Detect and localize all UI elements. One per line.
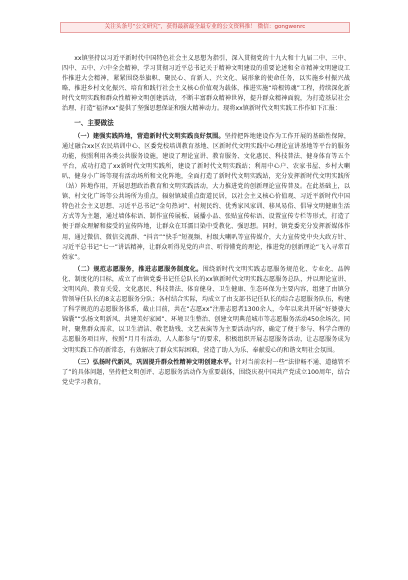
intro-paragraph: xx镇坚持以习近平新时代中国特色社会主义思想为指引，深入贯彻党的十九大和十九届二中、三中、四中、五中、六中全会精神，学习贯彻习近平总书记关于精神文明建设的重要论述和全市精神文明建设工作推进大会精神，紧紧围绕举旗帜、聚民心、育新人、兴文化、展形象的使命任务，以实施乡村振兴战略、推进乡村文化振兴、培育和践行社会主义核心价值观为载体，推进实施“培根铸魂”工程，持续深化新时代文明实践和群众性精神文明创建活动，不断丰富群众精神世界，提升群众精神面貌，为打造基层社会治理、打造“福泽xx”提供了坚强思想保证和强大精神动力。现将xx镇新时代文明实践工作作如下汇报：: [62, 55, 350, 113]
header-banner: 关注头条号“公文研究”，获得最新最全最专业的公文资料推！ 微信：gongwenrc: [60, 22, 350, 33]
subsection-3-paragraph: [62, 358, 350, 388]
subsection-1-heading: （一）建强实践阵地，营造新时代文明实践良好氛围。: [74, 132, 225, 140]
subsection-1-body: 坚持把阵地建设作为工作开展的基础性保障，通过融合xx区农民培训中心、区委党校培训教育基地、区新时代文明实践中心理论宣讲基地等平台的服务功能，按照利用各类公共服务设施，建设了理论宣讲、教育服务、文化惠民、科技普法、健身体育等五个平台，成功打造了xx新时代文明实践所，建设了新时代文明实践站；利用中心户、农家书屋、乡村大喇叭、健身小广场等现有活动场所和文化阵地，全面打造了新时代文明实践站，充分发挥新时代文明实践所（站）阵地作用，开展思想政治教育和文明实践活动，大力推进党的创新理论宣传普及。在此基础上，以镇、村文化广场等公共场所为重点，辐射镇域重点街道民居，以社会主义核心价值观、习近平新时代中国特色社会主义思想、习近平总书记“金句热词”、村规民约、优秀家风家训、移风易俗、倡导文明健康生活方式等为主题，通过墙体标语、制作宣传展板、展播小品、张贴宣传标语、设置宣传专栏等形式，打造了便于群众理解和接受的宣传阵地，让群众在耳濡目染中受教化、强思想。同时，镇党委充分发挥新媒体作用，通过微信、微信交流群、“抖音”“快手”短视频、村级大喇叭等宣传媒介，大力宣传党中央大政方针、习近平总书记“七一”讲话精神，让群众听得见党的声音、听得懂党的理论，推进党的创新理论“飞入寻常百姓家”。: [62, 132, 351, 261]
subsection-1-paragraph: [62, 132, 350, 263]
section-1-title: 一、主要做法: [74, 118, 114, 127]
subsection-2-paragraph: [62, 265, 350, 356]
subsection-2-body: 围绕新时代文明实践志愿服务规范化、专业化、品牌化、制度化的目标，成立了由镇党委书记任总队长的xx镇新时代文明实践志愿服务总队，并以理论宣讲、文明风尚、教育关爱、文化惠民、科技普法、体育健身、卫生健康、生态环保为主要内容，组建了由镇分管领导任队长的8支志愿服务分队；各村结合实际，均成立了由支部书记任队长的综合志愿服务队伍，构建了科学规范的志愿服务体系，截止目前，共在“志愿xx”注册志愿者1300余人，今年以来共开展“好婆婆大锦囊”“弘扬文明新风、共建美好家园”、环境卫生整治、创建文明典范城市等志愿服务活动450余场次。同时，聚焦群众需求，以卫生清洁、敬老助残、文艺表演等为主要活动内容，确定了便于参与、科学合理的志愿服务项目库，按照“月月有活动，人人都参与”的要求，积极组织开展志愿服务活动，让志愿服务成为文明实践工作的新常态，有效解决了群众实际困难，营造了助人为乐、奉献爱心的和谐文明社会氛围。: [62, 265, 351, 354]
subsection-3-heading: （三）弘扬时代新风，巩固提升群众性精神文明创建水平。: [74, 358, 236, 366]
subsection-3-body: 针对当前农村一些“法律畅不通、道德管不了”的具体问题，坚持把文明创评、志愿服务活动作为重要载体，围绕庆祝中国共产党成立100周年，结合党史学习教育，: [62, 358, 350, 386]
document-body: [62, 54, 350, 388]
subsection-2-heading: （二）规范志愿服务，推进志愿服务制度化。: [74, 265, 203, 273]
